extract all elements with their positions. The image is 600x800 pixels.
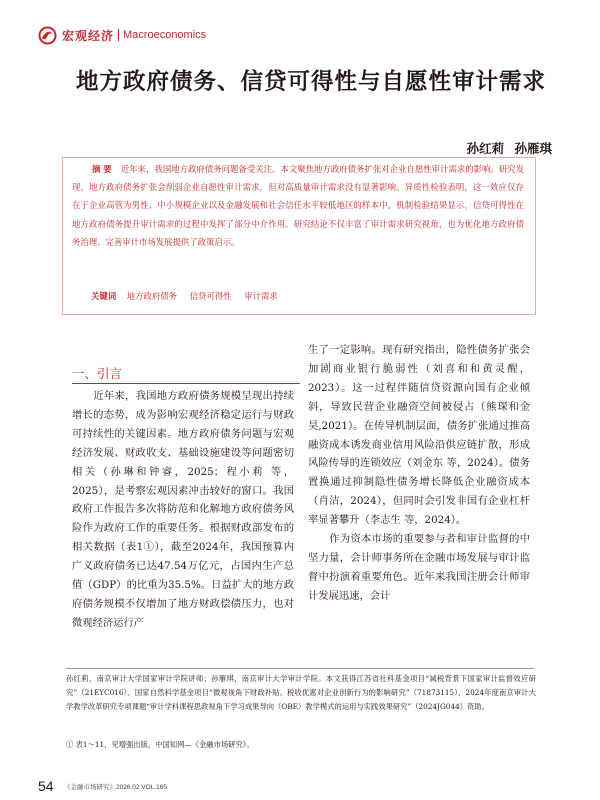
red-swirl-logo-icon [38,26,57,45]
section-rule [72,383,300,384]
body-column-right [308,341,530,606]
keyword: 地方政府债务 [126,291,178,301]
abstract-text: 近年来，我国地方政府债务问题备受关注。本文聚焦地方政府债务扩张对企业自愿性审计需求的影响。研究发现，地方政府债务扩张会削弱企业自愿性审计需求，但对高质量审计需求没有显著影响。异质性检验表明，这一效应仅存在于企业高管为男性、中小规模企业以及金融发展和社会信任水平较低地区的样本中。机制检验结果显示，信贷可得性在地方政府债务提升审计需求的过程中发挥了部分中介作用。研究结论不仅丰富了审计需求研究视角，也为优化地方政府债务治理、完善审计市场发展提供了政策启示。 [72,164,525,247]
body-column-left [72,387,294,633]
keywords [91,290,288,302]
column-divider [118,29,119,41]
page-number: 54 [38,778,54,794]
keyword: 审计需求 [244,291,278,301]
journal-footer: 《金融市场研究》2026.02 VOL.165 [64,784,167,791]
column-header [38,26,206,44]
abstract-label: 摘要 [92,164,115,174]
keywords-label: 关键词 [91,291,117,301]
article-title: 地方政府债务、信贷可得性与自愿性审计需求 [76,69,547,95]
article-authors: 孙红莉 孙雁琪 [466,141,552,156]
column-name-cn: 宏观经济 [62,28,115,43]
abstract [72,160,524,251]
body-paragraph: 生了一定影响。现有研究指出，隐性债务扩张会加剧商业银行脆弱性（刘喜和和黄灵醒，2023）。这一过程伴随信贷资源向国有企业倾斜，导致民营企业融资空间被侵占（熊琛和金昊,2021）。在传导机制层面，债务扩张通过推高融资成本诱发商业信用风险沿供应链扩散，形成风险传导的连锁效应（刘金东 等，2024）。债务置换通过抑制隐性债务增长降低企业融资成本（肖洁，2024），但同时会引发非国有企业杠杆率显著攀升（李志生 等，2024）。 [308,344,530,527]
body-paragraph: 近年来，我国地方政府债务规模呈现出持续增长的态势，成为影响宏观经济稳定运行与财政可持续性的关键因素。地方政府债务问题与宏观经济发展、财政收支、基础设施建设等问题密切相关（孙琳和钟睿，2025；程小莉 等，2025），是考察宏观因素冲击较好的窗口。我国政府工作报告多次将防范和化解地方政府债务风险作为政府工作的重要任务。根据财政部发布的相关数据（表1①），截至2024年，我国预算内广义政府债务已达47.54万亿元，占国内生产总值（GDP）的比重为35.5%。日益扩大的地方政府债务规模不仅增加了地方财政偿债压力，也对微观经济运行产 [72,390,294,629]
section-heading: 一、引言 [72,366,123,381]
author-footnote: 孙红莉，南京审计大学国家审计学院讲师；孙雁琪，南京审计大学审计学院。本文获得江苏省社科基金项目“减税背景下国家审计监督效应研究”（21EYC016）、国家自然科学基金项目“微观视角下财政补贴、税收优惠对企业创新行为的影响研究”（71873115）、2024年度南京审计大学教学改革研究专项课题“审计学科课程思政视角下学习成果导向（OBE）教学模式的运用与实践效果研究”（2024JG044）资助。 [66,674,536,711]
body-paragraph: 作为资本市场的重要参与者和审计监督的中坚力量，会计师事务所在金融市场发展与审计监督中扮演着重要角色。近年来我国注册会计师审计发展迅速，会计 [308,533,530,602]
column-name-en: Macroeconomics [123,29,207,41]
footnote-rule [66,668,534,669]
keyword: 信贷可得性 [189,291,232,301]
table-footnote: ① 表1～11，见增强出版，中国知网—《金融市场研究》。 [66,740,254,749]
